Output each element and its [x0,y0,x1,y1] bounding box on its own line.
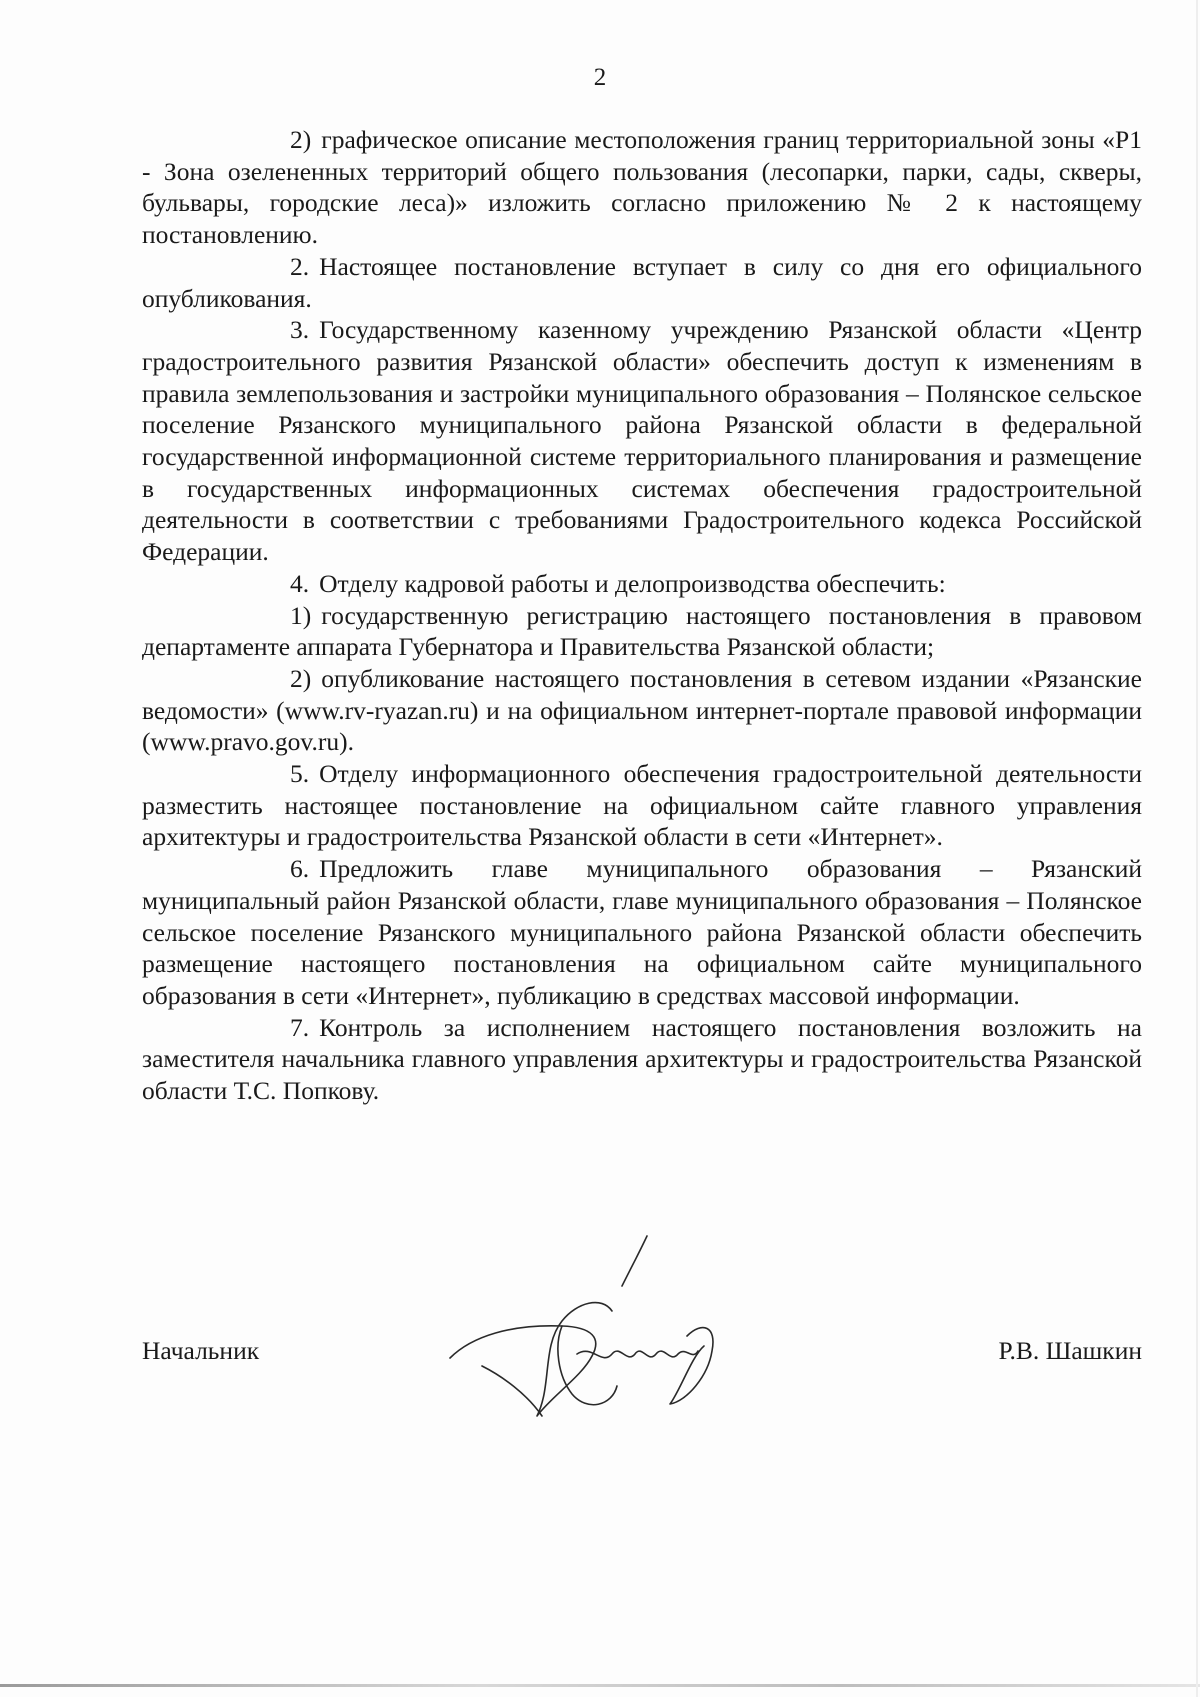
paragraph-number: 4. [290,568,310,598]
paragraph-text: Отделу кадровой работы и делопроизводства обеспечить: [319,568,946,598]
paragraph-6-municipal-proposal [142,853,1142,1012]
paragraph-number: 2. [290,251,310,281]
paragraph-text: государственную регистрацию настоящего постановления в правовом департаменте аппарата Губернатора и Правительства Рязанской области; [142,600,1142,662]
signatory-name: Р.В. Шашкин [998,1336,1142,1365]
paragraph-number: 2) [290,663,312,693]
scan-bottom-edge [0,1684,1200,1687]
paragraph-5-website-posting [142,758,1142,853]
paragraph-2-entry-into-force [142,251,1142,314]
handwritten-signature-icon [442,1226,742,1426]
paragraph-text: Настоящее постановление вступает в силу со дня его официального опубликования. [142,251,1142,313]
signatory-title: Начальник [142,1336,260,1365]
paragraph-text: Предложить главе муниципального образования – Рязанский муниципальный район Рязанской области, главе муниципального образования – Полянское сельское поселение Рязанского муниципального района Рязанской области обеспечить размещение настоящего постановления на официальном сайте муниципального образования в сети «Интернет», публикацию в средствах массовой информации. [142,854,1142,1010]
paragraph-number: 7. [290,1012,310,1042]
paragraph-text: графическое описание местоположения границ территориальной зоны «Р1 - Зона озелененных территорий общего пользования (лесопарки, парки, сады, скверы, бульвары, городские леса)» изложить согласно приложению № 2 к настоящему постановлению. [142,125,1142,250]
paragraph-number: 2) [290,125,312,154]
paragraph-number: 5. [290,759,310,789]
paragraph-4-personnel-department [142,568,1142,600]
paragraph-item-2-publication [142,663,1142,758]
paragraph-number: 1) [290,600,312,630]
paragraph-number: 3. [290,315,310,345]
page-number: 2 [593,64,607,91]
paragraph-text: Государственному казенному учреждению Рязанской области «Центр градостроительного развития Рязанской области» обеспечить доступ к изменениям в правила землепользования и застройки муниципального образования – Полянское сельское поселение Рязанского муниципального района Рязанской области в федеральной государственной информационной системе территориального планирования и размещение в государственных информационных системах обеспечения градостроительной деятельности в соответствии с требованиями Градостроительного кодекса Российской Федерации. [142,315,1142,567]
paragraph-number: 6. [290,854,310,884]
paragraph-text: Контроль за исполнением настоящего постановления возложить на заместителя начальника главного управления архитектуры и градостроительства Рязанской области Т.С. Попкову. [142,1012,1142,1106]
paragraph-7-control [142,1012,1142,1107]
paragraph-item-1-registration [142,600,1142,663]
scan-right-edge [1196,0,1198,1697]
paragraph-text: Отделу информационного обеспечения градостроительной деятельности разместить настоящее постановление на официальном сайте главного управления архитектуры и градостроительства Рязанской области в сети «Интернет». [142,759,1142,852]
document-body [142,124,1142,1107]
paragraph-3-access-provision [142,314,1142,568]
paragraph-item-2-graphic-description [142,124,1142,251]
paragraph-text: опубликование настоящего постановления в сетевом издании «Рязанские ведомости» (www.rv-ryazan.ru) и на официальном интернет-портале правовой информации (www.pravo.gov.ru). [142,663,1142,757]
signature-block [142,1336,1142,1446]
